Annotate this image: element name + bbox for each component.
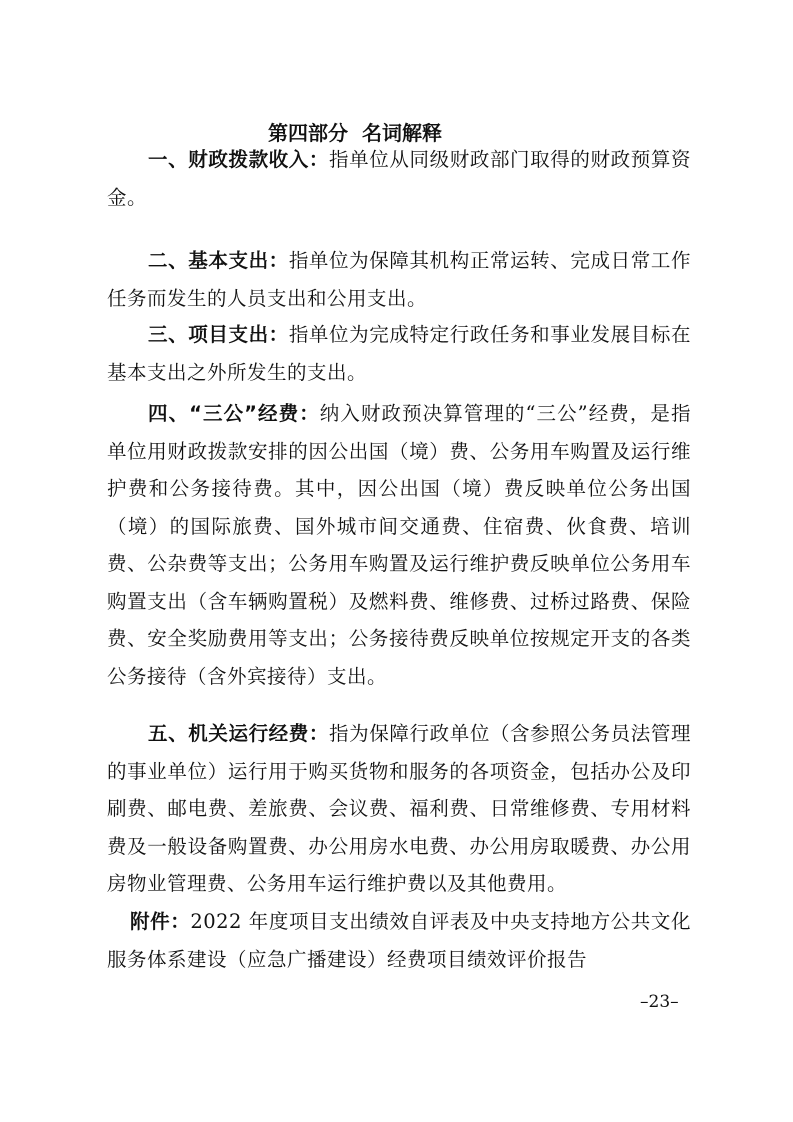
definition-text: 指为保障行政单位（含参照公务员法管理的事业单位）运行用于购买货物和服务的各项资金，包括办公及印刷费、邮电费、差旅费、会议费、福利费、日常维修费、专用材料费及一般设备购置费、办公用房水电费、办公用房取暖费、办公用房物业管理费、公务用车运行维护费以及其他费用。 [107, 722, 691, 895]
definition-text: 指单位为保障其机构正常运转、完成日常工作任务而发生的人员支出和公用支出。 [107, 249, 691, 310]
definition-term: 三、项目支出： [148, 323, 289, 346]
definition-text: 纳入财政预决算管理的“三公”经费，是指单位用财政拨款安排的因公出国（境）费、公务用车购置及运行维护费和公务接待费。其中，因公出国（境）费反映单位公务出国（境）的国际旅费、国外城市间交通费、住宿费、伙食费、培训费、公杂费等支出；公务用车购置及运行维护费反映单位公务用车购置支出（含车辆购置税）及燃料费、维修费、过桥过路费、保险费、安全奖励费用等支出；公务接待费反映单位按规定开支的各类公务接待（含外宾接待）支出。 [107, 402, 691, 688]
definition-three-public-expenses [107, 395, 691, 695]
definition-term: 五、机关运行经费： [148, 722, 330, 745]
definition-fiscal-appropriation [107, 141, 691, 216]
page-title: 第四部分 名词解释 [268, 121, 442, 145]
attachment-text: 2022 年度项目支出绩效自评表及中央支持地方公共文化服务体系建设（应急广播建设）经费项目绩效评价报告 [107, 910, 691, 971]
attachment-label: 附件： [130, 910, 191, 933]
definition-term: 一、财政拨款收入： [148, 148, 330, 171]
definition-term: 二、基本支出： [148, 249, 289, 272]
definition-basic-expenditure [107, 242, 691, 317]
attachment-note [107, 903, 691, 978]
definition-text: 指单位为完成特定行政任务和事业发展目标在基本支出之外所发生的支出。 [107, 323, 691, 384]
definition-text: 指单位从同级财政部门取得的财政预算资金。 [107, 148, 691, 209]
definition-project-expenditure [107, 316, 691, 391]
definition-term: 四、“三公”经费： [148, 402, 320, 425]
definition-operating-expenses [107, 715, 691, 903]
page-number: –23– [640, 992, 679, 1012]
